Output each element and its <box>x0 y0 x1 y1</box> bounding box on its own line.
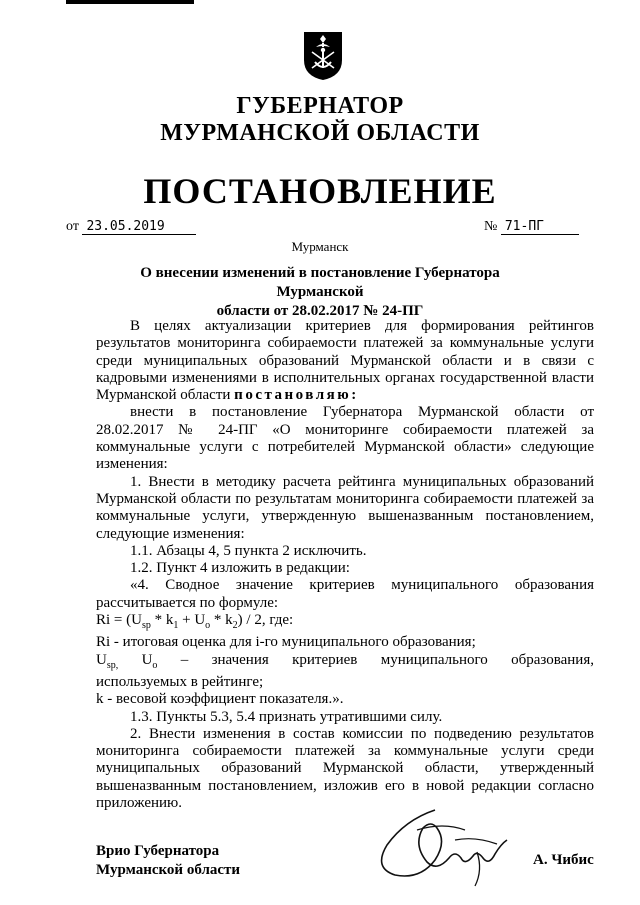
document-subject <box>100 264 540 321</box>
p3-line3: коммунальные услуги, утвержденную вышеназванным постановлением, <box>96 508 594 525</box>
formula-sub: 1 <box>173 620 179 632</box>
decree-word: постановляю: <box>234 387 359 404</box>
top-scan-line <box>66 0 194 4</box>
p3-line2: Мурманской области по результатам мониторинга собираемости платежей за <box>96 490 594 507</box>
p11-line3: муниципальных образований Мурманской области, утвержденный <box>96 760 594 777</box>
p4-item-1-1: 1.1. Абзацы 4, 5 пункта 2 исключить. <box>130 542 367 559</box>
coat-of-arms-icon <box>302 30 344 82</box>
p11-line2: мониторинга собираемости платежей за коммунальные услуги среди <box>96 743 594 760</box>
p9-definition-k: k - весовой коэффициент показателя.». <box>96 691 344 708</box>
p6-line2: рассчитывается по формуле: <box>96 594 279 611</box>
p1-line5 <box>96 387 594 404</box>
number-value: 71-ПГ <box>501 220 579 235</box>
formula-sub: 2 <box>232 620 238 632</box>
formula-line <box>96 612 594 634</box>
city-name: Мурманск <box>291 239 349 254</box>
p10-item-1-3: 1.3. Пункты 5.3, 5.4 признать утратившими силу. <box>130 708 443 725</box>
p2-line2: 28.02.2017 № 24-ПГ «О мониторинге собираемости платежей за <box>96 421 594 438</box>
signatory-position-line1: Врио Губернатора <box>96 843 220 859</box>
p11-line4: вышеназванным постановлением, изложив его в новой редакции согласно <box>96 777 594 794</box>
p8-sub: o <box>152 659 158 671</box>
p2-line1: внести в постановление Губернатора Мурманской области от <box>130 404 594 421</box>
formula-part: + U <box>178 612 206 629</box>
p5-item-1-2: 1.2. Пункт 4 изложить в редакции: <box>130 560 350 577</box>
p7-definition-ri: Ri - итоговая оценка для i-го муниципального образования; <box>96 634 476 651</box>
p1-line3: среди муниципальных образований Мурманской области и в связи с <box>96 352 594 369</box>
p8-line1 <box>96 652 594 674</box>
p8-line2: используемых в рейтинге; <box>96 673 264 690</box>
date-field <box>66 219 196 235</box>
subject-line2: области от 28.02.2017 № 24-ПГ <box>216 303 424 319</box>
document-type-title: ПОСТАНОВЛЕНИЕ <box>143 171 497 211</box>
p8-part: – значения критериев муниципального образования, <box>157 651 594 668</box>
p3-line1: 1. Внести в методику расчета рейтинга муниципальных образований <box>130 473 594 490</box>
document-body <box>96 318 594 812</box>
p8-part: U <box>118 651 153 668</box>
p1-line4: кадровыми изменениями в исполнительных органах государственной власти <box>96 369 594 386</box>
p2-line4: изменения: <box>96 456 168 473</box>
p6-line1: «4. Сводное значение критериев муниципального образования <box>130 577 594 594</box>
handwritten-signature-icon <box>365 800 525 890</box>
signatory-position <box>96 842 240 880</box>
p11-line1: 2. Внести изменения в состав комиссии по подведению результатов <box>130 725 594 742</box>
authority-title-line2: МУРМАНСКОЙ ОБЛАСТИ <box>160 120 480 146</box>
formula-part: * k <box>150 612 174 629</box>
p1-line1: В целях актуализации критериев для формирования рейтингов <box>130 318 594 334</box>
p1-line5-text: Мурманской области <box>96 387 231 404</box>
formula-part: ) / 2, где: <box>237 612 294 629</box>
number-field <box>484 219 579 235</box>
p1-line2: результатов мониторинга собираемости платежей за коммунальные услуги <box>96 335 594 352</box>
formula-part: Ri = (U <box>96 612 142 629</box>
subject-line1: О внесении изменений в постановление Губернатора Мурманской <box>140 265 500 300</box>
p8-sub: sp, <box>106 659 119 671</box>
authority-title-line1: ГУБЕРНАТОР <box>236 93 404 119</box>
formula-sub: sp <box>141 620 151 632</box>
formula-part: * k <box>210 612 233 629</box>
date-prefix: от <box>66 219 79 234</box>
p8-part: U <box>96 651 107 668</box>
number-prefix: № <box>484 219 498 234</box>
signatory-position-line2: Мурманской области <box>96 862 241 878</box>
p11-line5: приложению. <box>96 795 183 812</box>
date-value: 23.05.2019 <box>82 220 196 235</box>
signatory-name: А. Чибис <box>533 852 594 868</box>
formula-sub: o <box>205 620 211 632</box>
p3-line4: следующие изменения: <box>96 525 245 542</box>
p2-line3: коммунальные услуги с потребителей Мурманской области» следующие <box>96 439 594 456</box>
